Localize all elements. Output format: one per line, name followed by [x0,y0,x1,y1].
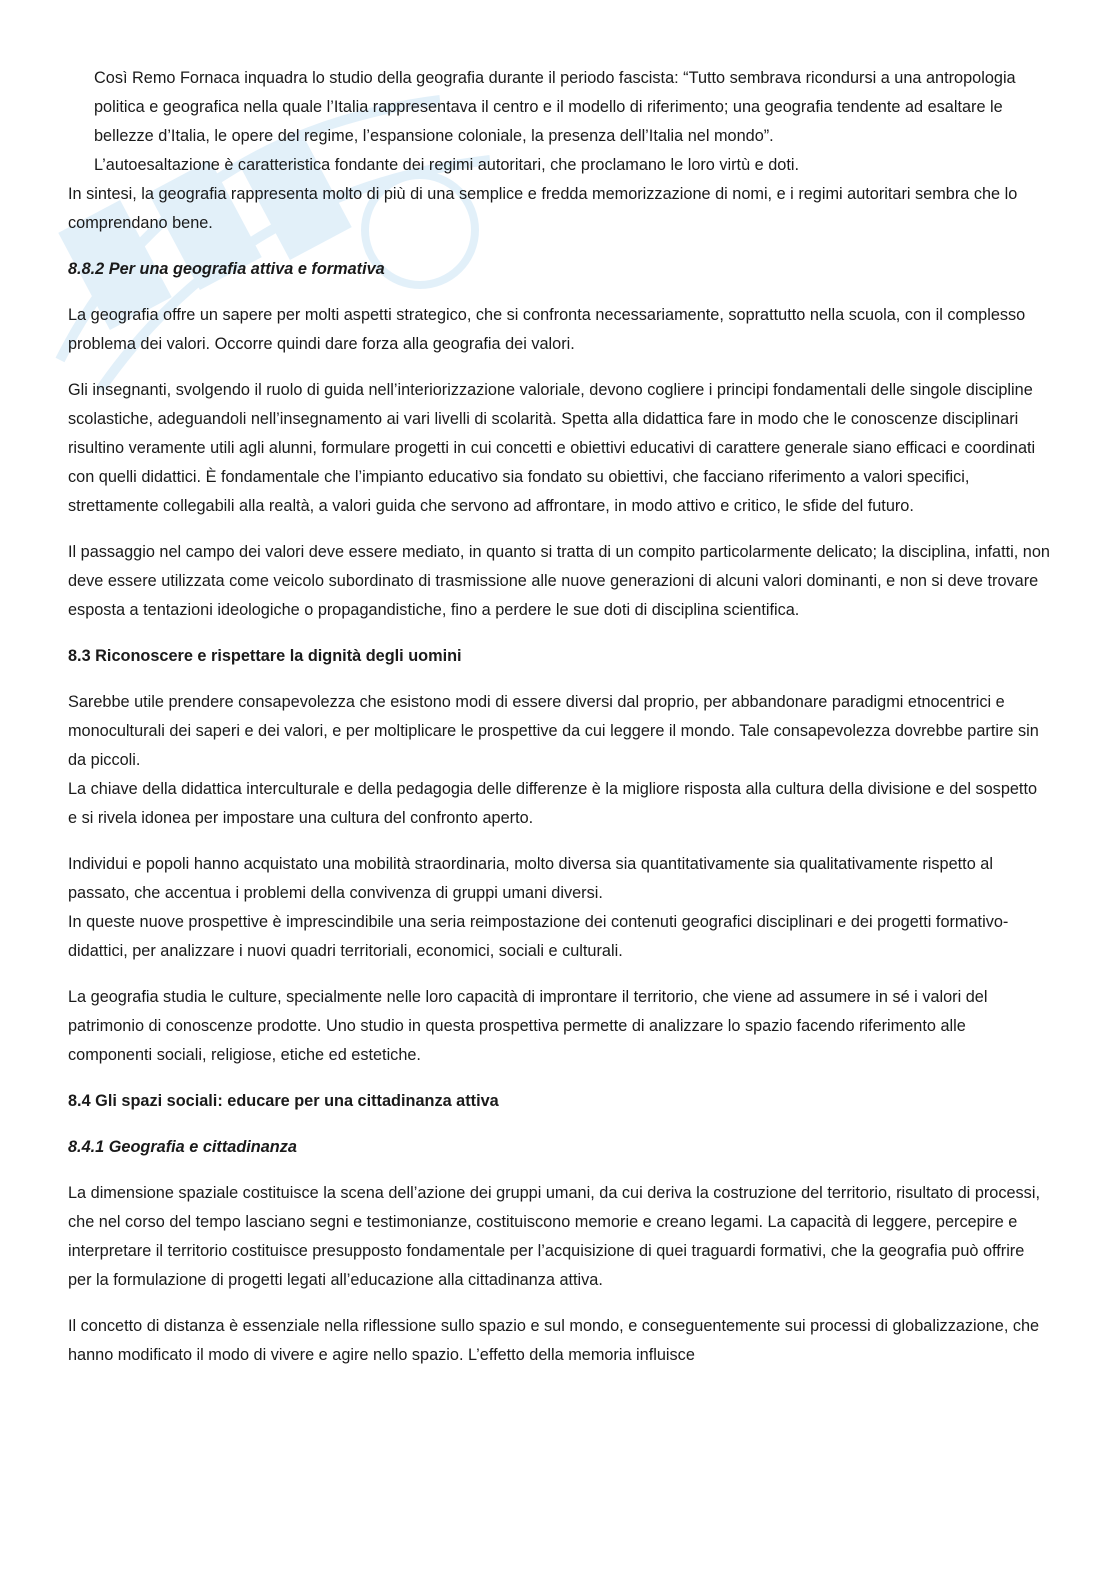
paragraph-8-4-1-2: Il concetto di distanza è essenziale nella riflessione sullo spazio e sul mondo, e conseguentemente sui processi di globalizzazione, che hanno modificato il modo di vivere e agire nello spazio. L’effetto della memoria influisce [68,1317,1040,1364]
quote-intro: Così Remo Fornaca inquadra lo studio della geografia durante il periodo fascista: “Tutto sembrava ricondursi a una antropologia politica e geografica nella quale l’Italia rappresentava il centro e il modello di riferimento; una geografia tendente ad esaltare le bellezze d’Italia, le opere del regime, l’espansione coloniale, la presenza dell’Italia nel mondo”. [94,69,1016,145]
paragraph-8-3-4: In queste nuove prospettive è imprescindibile una seria reimpostazione dei contenuti geografici disciplinari e dei progetti formativo-didattici, per analizzare i nuovi quadri territoriali, economici, sociali e culturali. [68,913,1009,960]
paragraph-8-8-2-2: Gli insegnanti, svolgendo il ruolo di guida nell’interiorizzazione valoriale, devono cogliere i principi fondamentali delle singole discipline scolastiche, adeguandoli nell’insegnamento ai vari livelli di scolarità. Spetta alla didattica fare in modo che le conoscenze disciplinari risultino veramente utili agli alunni, formulare progetti in cui concetti e obiettivi educativi di carattere generale siano efficaci e coordinati con quelli didattici. È fondamentale che l’impianto educativo sia fondato su obiettivi, che facciano riferimento a valori specifici, strettamente collegabili alla realtà, a valori guida che servono ad affrontare, in modo attivo e critico, le sfide del futuro. [68,381,1036,515]
quote-block [68,64,1050,180]
paragraph-8-4-1-1: La dimensione spaziale costituisce la scena dell’azione dei gruppi umani, da cui deriva la costruzione del territorio, risultato di processi, che nel corso del tempo lasciano segni e testimonianze, costituiscono memorie e creano legami. La capacità di leggere, percepire e interpretare il territorio costituisce presupposto fondamentale per l’acquisizione di quei traguardi formativi, che la geografia può offrire per la formulazione di progetti legati all’educazione alla cittadinanza attiva. [68,1184,1040,1289]
heading-8-4: 8.4 Gli spazi sociali: educare per una cittadinanza attiva [68,1092,499,1110]
paragraph-8-8-2-1: La geografia offre un sapere per molti aspetti strategico, che si confronta necessariamente, soprattutto nella scuola, con il complesso problema dei valori. Occorre quindi dare forza alla geografia dei valori. [68,306,1026,353]
paragraph-8-3-3: Individui e popoli hanno acquistato una mobilità straordinaria, molto diversa sia quantitativamente sia qualitativamente rispetto al passato, che accentua i problemi della convivenza di gruppi umani diversi. [68,855,993,902]
quote-followup: L’autoesaltazione è caratteristica fondante dei regimi autoritari, che proclamano le loro virtù e doti. [94,156,800,174]
paragraph-8-3-2: La chiave della didattica interculturale e della pedagogia delle differenze è la migliore risposta alla cultura della divisione e del sospetto e si rivela idonea per impostare una cultura del confronto aperto. [68,780,1038,827]
heading-8-4-1: 8.4.1 Geografia e cittadinanza [68,1138,297,1156]
heading-8-3: 8.3 Riconoscere e rispettare la dignità degli uomini [68,647,462,665]
heading-8-8-2: 8.8.2 Per una geografia attiva e formativa [68,260,385,278]
document-body [68,64,1050,1387]
paragraph-8-8-2-3: Il passaggio nel campo dei valori deve essere mediato, in quanto si tratta di un compito particolarmente delicato; la disciplina, infatti, non deve essere utilizzata come veicolo subordinato di trasmissione alle nuove generazioni di alcuni valori dominanti, e non si deve trovare esposta a tentazioni ideologiche o propagandistiche, fino a perdere le sue doti di disciplina scientifica. [68,543,1050,619]
paragraph-8-3-1: Sarebbe utile prendere consapevolezza che esistono modi di essere diversi dal proprio, per abbandonare paradigmi etnocentrici e monoculturali dei saperi e dei valori, e per moltiplicare le prospettive da cui leggere il mondo. Tale consapevolezza dovrebbe partire sin da piccoli. [68,693,1039,769]
paragraph-8-3-5: La geografia studia le culture, specialmente nelle loro capacità di improntare il territorio, che viene ad assumere in sé i valori del patrimonio di conoscenze prodotte. Uno studio in questa prospettiva permette di analizzare lo spazio facendo riferimento alle componenti sociali, religiose, etiche ed estetiche. [68,988,988,1064]
summary-paragraph: In sintesi, la geografia rappresenta molto di più di una semplice e fredda memorizzazione di nomi, e i regimi autoritari sembra che lo comprendano bene. [68,185,1018,232]
